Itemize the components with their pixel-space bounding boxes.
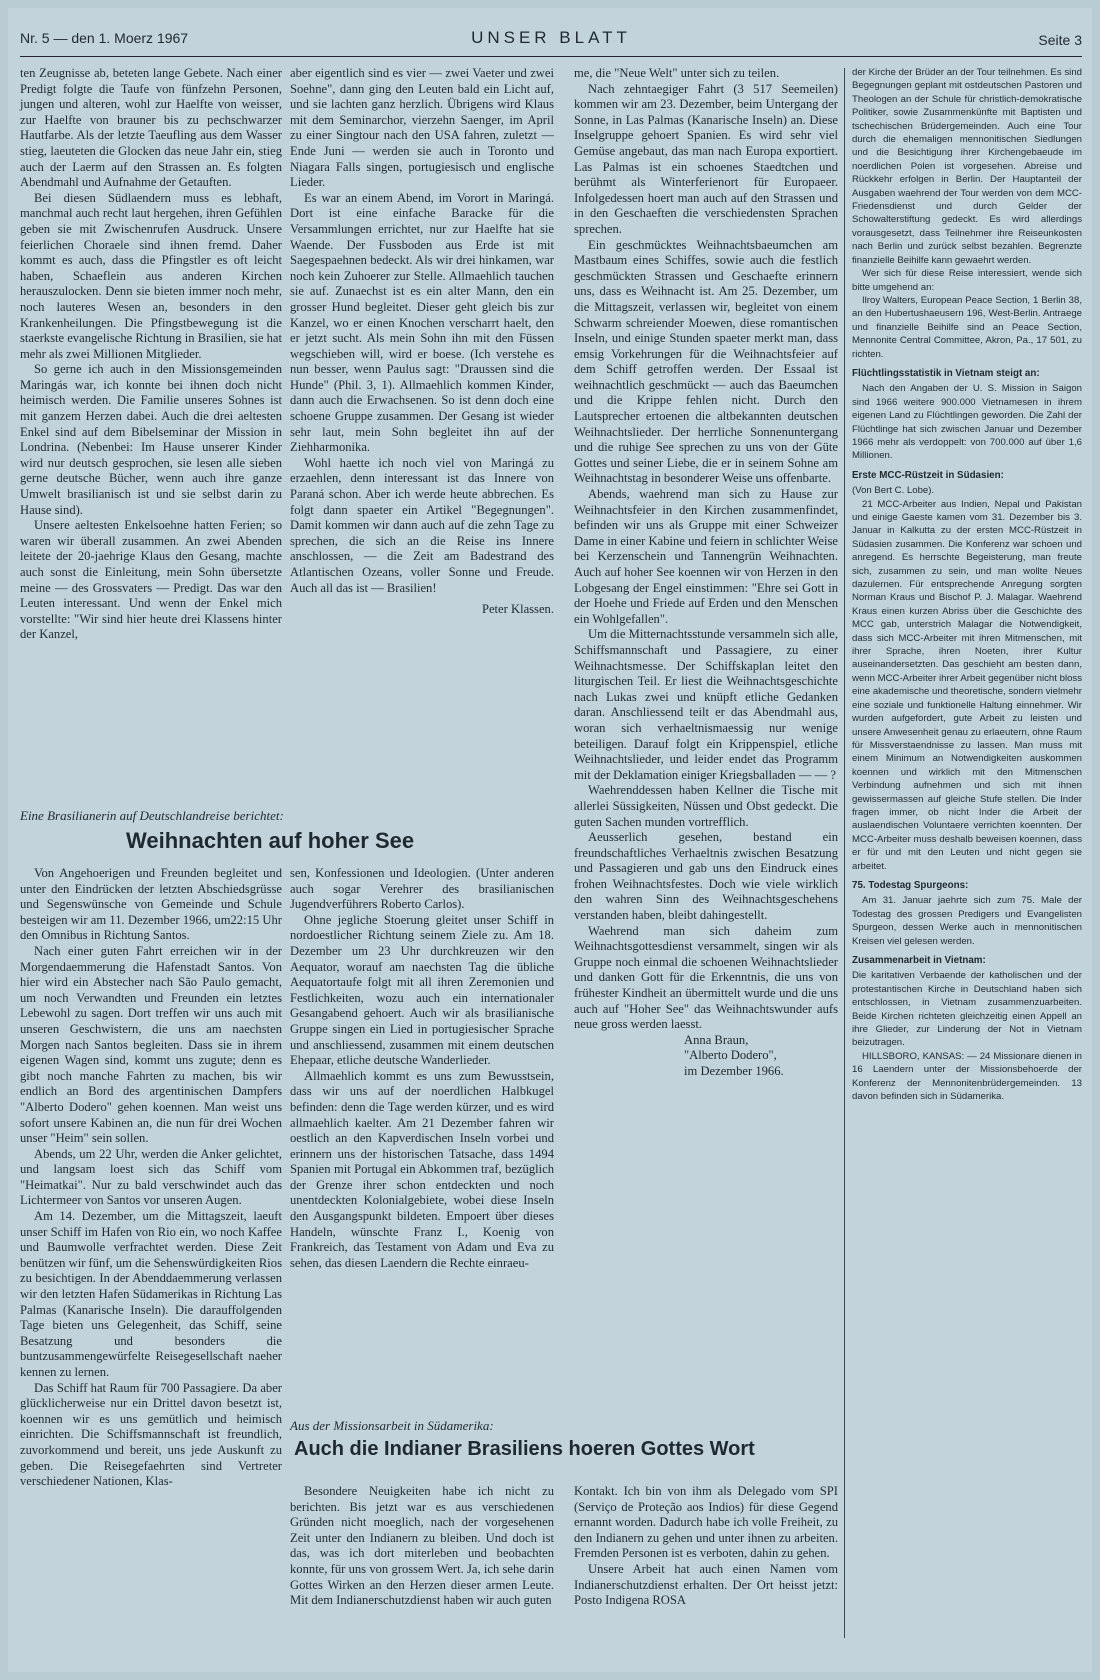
page-header xyxy=(20,26,1082,57)
paragraph: Am 14. Dezember, um die Mittagszeit, laeuft unser Schiff im Hafen von Rio ein, wo noch Kaffee und Baumwolle verfrachtet werden. Diese Zeit benützen wir fünf, um die Sehenswürdigkeiten Rios zu besichtigen. In der Abenddaemmerung verlassen wir den letzten Hafen Südamerikas in Richtung Las Palmas (Kanarische Inseln). Die darauffolgenden Tage bieten uns Gelegenheit, das Schiff, seine Besatzung und besonders die buntzusammengewürfelte Reisegesellschaft naeher kennen zu lernen. xyxy=(20,1209,282,1379)
paragraph: Ohne jegliche Stoerung gleitet unser Schiff in nordoestlicher Richtung seinem Ziele zu. Am 18. Dezember um 23 Uhr durchkreuzen wir den Aequator, worauf am naechsten Tag die übliche Aequatortaufe folgt mit all ihren Zeremonien und Festlichkeiten, wozu auch ein internationaler Gesangabend gehoert. Auch wir als brasilianische Gruppe singen ein Lied in portugiesischer Sprache und anschliessend, zusammen mit einem deutschen Ehepaar, etliche deutsche Wanderlieder. xyxy=(290,912,554,1068)
paragraph: Ilroy Walters, European Peace Section, 1 Berlin 38, an den Hubertushaeusern 196, West-Berlin. Antraege und finanzielle Beihilfe sind an Peace Section, Mennonite Central Committee, Akron, Pa., 17 501, zu richten. xyxy=(852,294,1082,360)
issue-line: Nr. 5 — den 1. Moerz 1967 xyxy=(20,30,189,46)
section-title-refugees: Flüchtlingsstatistik in Vietnam steigt an: xyxy=(852,367,1040,379)
paragraph: Um die Mitternachtsstunde versammeln sich alle, Schiffsmannschaft und Passagiere, zu einer Weihnachtsmesse. Der Schiffskaplan leitet den liturgischen Teil. Er liest die Weihnachtsgeschichte nach Lukas zwei und knüpft etliche Gedanken daran. Anschliessend teilt er das Abendmahl aus, woran sich verhaeltnismaessig nur wenige beteiligen. Darauf folgt ein Krippenspiel, etliche Weihnachtslieder, und leider endet das Programm mit der Deklamation einiger Kriegsballaden — — ? xyxy=(574,627,838,782)
paragraph: Waehrend man sich daheim zum Weihnachtsgottesdienst versammelt, singen wir als Gruppe noch einmal die schoenen Weihnachtslieder und danken Gott für die Erkenntnis, die uns von frühester Kindheit an übermittelt wurde und die uns auch auf "Hoher See" das Weihnachtswunder aufs neue gross werden laesst. xyxy=(574,923,838,1032)
paragraph: aber eigentlich sind es vier — zwei Vaeter und zwei Soehne", dann ging den Leuten bald ein Licht auf, und sie lachten ganz herzlich. Übrigens wird Klaus mit dem Seminarchor, vierzehn Saenger, im April zu einer Singtour nach den USA fahren, zuletzt — Ende Juni — werden sie auch in Toronto und Niagara Falls singen, portugiesisch und englische Lieder. xyxy=(290,66,554,190)
signature-line: Anna Braun, xyxy=(684,1032,749,1047)
article-2-column-2 xyxy=(574,1484,838,1609)
section-title-spurgeon: 75. Todestag Spurgeons: xyxy=(852,879,969,891)
paragraph: Unsere Arbeit hat auch einen Namen vom Indianerschutzdienst erhalten. Der Ort heisst jetzt: Posto Indigena ROSA xyxy=(574,1561,838,1608)
paragraph: Ein geschmücktes Weihnachtsbaeumchen am Mastbaum eines Schiffes, sowie auch die festlich geschmückten Strassen und Geschaefte erinnern uns, dass es Weihnacht ist. Am 25. Dezember, um die Mittagszeit, verlassen wir, begleitet von einem Schwarm schreiender Moewen, diese romantischen Inseln, und einige Stunden spaeter merkt man, dass emsig Vorkehrungen für die Weihnachtsfeier auf dem Schiff getroffen werden. Der Essaal ist weihnachtlich geschmückt — auch das Baeumchen und die Krippe fehlen nicht. Durch den Lautsprecher ertoenen die altbekannten deutschen Weihnachtslieder. Der herrliche Sonnenuntergang und die ruhige See sprechen zu uns von der Güte Gottes und seiner Liebe, die er in seinem Sohne am Weihnachtstag in besonderer Weise uns offenbarte. xyxy=(574,237,838,486)
article-1-kicker: Eine Brasilianerin auf Deutschlandreise berichtet: xyxy=(20,808,284,823)
paragraph: Von Angehoerigen und Freunden begleitet und unter den Eindrücken der letzten Abschiedsgrüsse und Segenswünsche von Gemeinde und Schule besteigen wir am 11. Dezember 1966, um22:15 Uhr den Omnibus in Richtung Santos. xyxy=(20,866,282,943)
paragraph: Bei diesen Südlaendern muss es lebhaft, manchmal auch recht laut hergehen, ihren Gefühlen geben sie mit Zwischenrufen Ausdruck. Unsere feierlichen Choraele sind ihnen fremd. Daher kommt es auch, dass die Pfingstler es oft leicht haben, Schaeflein aus anderen Kirchen herauszulocken. Denn sie bieten immer noch mehr, noch lauteres Wesen an, besonders in den Krankenheilungen. Die Pfingstbewegung ist die staerkste evangelische Richtung in Brasilien, sie hat mehr als zwei Millionen Mitglieder. xyxy=(20,190,282,361)
signature-line: "Alberto Dodero", xyxy=(684,1048,777,1063)
signature: Peter Klassen. xyxy=(481,602,554,617)
paragraph: Kontakt. Ich bin von ihm als Delegado vom SPI (Serviço de Proteção aos Indios) für diese Gegend ernannt worden. Dadurch habe ich volle Freiheit, zu den Indianern zu gehen und unter ihnen zu arbeiten. Fremden Personen ist es verboten, dahin zu gehen. xyxy=(574,1484,838,1561)
article-2-headline: Auch die Indianer Brasiliens hoeren Gottes Wort xyxy=(294,1438,755,1460)
paragraph: Die karitativen Verbaende der katholischen und der protestantischen Kirche in Deutschland haben sich entschlossen, in Vietnam zusammenzuarbeiten. Beide Kirchen richteten gleichzeitig einen Appell an ihre Glieder, zur Linderung der Not in Vietnam beizutragen. xyxy=(852,970,1082,1049)
signature-line: im Dezember 1966. xyxy=(684,1064,784,1078)
paragraph: Es war an einem Abend, im Vorort in Maringá. Dort ist eine einfache Baracke für die Versammlungen errichtet, nur zur Haelfte hat sie Waende. Der Fussboden aus Erde ist mit Saegespaehnen bedeckt. Als wir drei hinkamen, war noch kein Zuhoerer zur Stelle. Allmaehlich tauchen sie auf. Zunaechst ist es ein alter Mann, den ein grosser Hund begleitet. Dieser geht gleich bis zur Kanzel, wo er einen Knochen verscharrt haelt, den er jetzt sucht. Als mein Sohn ihn mit den Füssen wegschieben will, wird er boese. (Ich verstehe es nun besser, wenn Paulus sagt: "Draussen sind die Hunde" (Phil. 3, 1). Allmaehlich kommen Kinder, dann auch die Erwachsenen. So ist denn doch eine schoene Gruppe zusammen. Der Gesang ist wieder sehr laut, mein Sohn begleitet ihn auf der Ziehharmonika. xyxy=(290,190,554,455)
paragraph: Nach zehntaegiger Fahrt (3 517 Seemeilen) kommen wir am 23. Dezember, beim Untergang der Sonne, in Las Palmas (Kanarische Inseln) an. Diese Inselgruppe gehoert Spanien. Es wird sehr viel Gemüse angebaut, das man nach Europa exportiert. Las Palmas ist ein schoenes Staedtchen und berühmt als Winterferienort für Europaeer. Infolgedessen hoert man auch auf den Strassen und in den Geschaeften die verschiedensten Sprachen sprechen. xyxy=(574,81,838,236)
article-1-column-2 xyxy=(290,866,554,1271)
paragraph: HILLSBORO, KANSAS: — 24 Missionare dienen in 16 Laendern unter der Missionsbehoerde der Konferenz der Mennonitenbrüdergemeinden. 13 davon befinden sich in Südamerika. xyxy=(852,1050,1082,1103)
page-number: Seite 3 xyxy=(1038,32,1082,48)
paragraph: Waehrenddessen haben Kellner die Tische mit allerlei Süssigkeiten, Nüssen und Obst gedeckt. Die guten Sachen munden vortrefflich. xyxy=(574,783,838,829)
paragraph: me, die "Neue Welt" unter sich zu teilen. xyxy=(574,66,780,80)
newspaper-page xyxy=(8,8,1092,1672)
paragraph: Besondere Neuigkeiten habe ich nicht zu berichten. Bis jetzt war es aus verschiedenen Gründen nicht moeglich, nach der vorgesehenen Zeit unter den Indianern zu bleiben. Und doch ist das, was ich dort miterleben und beobachten konnte, für uns von grossem Wert. Ja, ich sehe darin Gottes Wirken an den Herzen dieser armen Leute. Mit dem Indianerschutzdienst haben wir auch guten xyxy=(290,1484,554,1608)
paragraph: Das Schiff hat Raum für 700 Passagiere. Da aber glücklicherweise nur ein Drittel davon besetzt ist, koennen wir es uns gemütlich und heimisch einrichten. Die Schiffsmannschaft ist freundlich, zuvorkommend und bereit, uns jede Auskunft zu geben. Die Reisegefaehrten sind Vertreter verschiedener Nationen, Klas- xyxy=(20,1380,282,1489)
paragraph: Abends, um 22 Uhr, werden die Anker gelichtet, und langsam loest sich das Schiff vom "Heimatkai". Nur zu bald verschwindet auch das Lichtermeer von Santos vor unseren Augen. xyxy=(20,1146,282,1208)
paragraph: Unsere aeltesten Enkelsoehne hatten Ferien; so waren wir überall zusammen. An zwei Abenden leitete der 20-jaehrige Klaus den Gesang, machte auch sonst die Einleitung, mein Sohn übersetzte meine — des Grossvaters — Predigt. Das war den Leuten interessant. Und wenn der Enkel mich vorstellte: "Wir sind hier heute drei Klassens hinter der Kanzel, xyxy=(20,518,282,642)
article-1-column-1 xyxy=(20,866,282,1490)
paragraph: Abends, waehrend man sich zu Hause zur Weihnachtsfeier in den Kirchen zusammenfindet, befinden wir uns als Gruppe mit einer Schweizer Dame in einer Kabine und feiern in schlichter Weise bei Kerzenschein und Tannengrün Weihnachten. Auch auf hoher See koennen wir von Herzen in den Lobgesang der Engel einstimmen: "Ehre sei Gott in der Hoehe und Friede auf Erden und den Menschen ein Wohlgefallen". xyxy=(574,487,838,626)
paragraph: sen, Konfessionen und Ideologien. (Unter anderen auch sogar Verehrer des brasilianischen Jugendverführers Roberto Carlos). xyxy=(290,866,554,912)
column-2-continued xyxy=(290,66,554,618)
paragraph: 21 MCC-Arbeiter aus Indien, Nepal und Pakistan und einige Gaeste kamen vom 31. Dezember bis 3. Januar in Kalkutta zu der ersten MCC-Rüstzeit in Südasien zusammen. Die Konferenz war schoen und anregend. Es herrschte Begeisterung, man freute sich, zusammen zu sein, und man wollte Neues dazulernen. Für entsprechende Anregung sorgten Norman Kraus und Bischof P. J. Malagar. Waehrend Kraus einen kurzen Abriss über die Geschichte des MCC gab, unterstrich Malagar die Notwendigkeit, dass sich MCC-Arbeiter mit ihren Mitmenschen, mit ihrer Sprache, ihren Noeten, ihrer Kultur auseinandersetzten. Das geschieht am besten dann, wenn MCC-Arbeiter ihrer Arbeit gegenüber nicht bloss eine akademische und theoretische, sondern vielmehr eine soziale und funktionelle Haltung einnehmer. Wir wurden aufgefordert, gute Arbeit zu leisten und unsere Anwesenheit genau zu erlaeutern, ohne Raum für Missverstaendnisse zu lassen. Man muss mit einem Minimum an Notwendigkeiten auskommen koennen und wirklich mit den Mitmenschen Verbindung aufnehmen und sich mit ihnen gewissermassen auf gleiche Stufe stellen. Die Inder fragen immer, ob nicht Inder die Arbeit der auslaendischen Voluntaere verrichten koennten. Der MCC-Arbeiter muss deshalb beweisen koennen, dass er für und mit den Leuten und nicht gegen sie arbeitet. xyxy=(852,498,1082,872)
paragraph: Wohl haette ich noch viel von Maringá zu erzaehlen, denn interessant ist das Innere von Paraná schon. Aber ich werde heute abbrechen. Es folgt dann spaeter ein Artikel "Begegnungen". Damit kommen wir dann auch auf die zehn Tage zu sprechen, die sich an die Reise ins Innere anschlossen, — die Zeit am Badestrand des Atlantischen Ozeans, voller Sonne und Freude. Auch all das ist — Brasilien! xyxy=(290,455,554,595)
paragraph: der Kirche der Brüder an der Tour teilnehmen. Es sind Begegnungen geplant mit ostdeutschen Pastoren und Theologen an der Schule für christlich-demokratische Politiker, sowie Zusammenkünfte mit Baptisten und tschechischen Brüdergemeinden. Auch eine Tour durch die ehemaligen mennonitischen Siedlungen und die Besichtigung ihrer Kirchengebaeude im noerdlichen Polen ist vorgesehen. Abreise und Rückkehr erfolgen in Berlin. Der Hauptanteil der Ausgaben waehrend der Tour werden von dem MCC-Friedensdienst und durch Gelder der Schowalterstiftung gedeckt. Es wird allerdings vorausgesetzt, dass Teilnehmer ihre Reiseunkosten nach Berlin und zurück selbst bezahlen. Begrenzte finanzielle Beihilfe kann gewaehrt werden. xyxy=(852,67,1082,266)
paragraph: (Von Bert C. Lobe). xyxy=(852,485,935,497)
paragraph: Am 31. Januar jaehrte sich zum 75. Male der Todestag des grossen Predigers und Evangelisten Spurgeon, dessen Werke auch in mennonitischen Kreisen viel gelesen werden. xyxy=(852,895,1082,947)
article-1-headline: Weihnachten auf hoher See xyxy=(126,828,415,853)
column-1-continued xyxy=(20,66,282,643)
paragraph: Allmaehlich kommt es uns zum Bewusstsein, dass wir uns auf der noerdlichen Halbkugel befinden: denn die Tage werden kürzer, und es wird allmaehlich kaelter. Am 21 Dezember fahren wir oestlich an den Kapverdischen Inseln vorbei und erinnern uns der historischen Tatsache, dass 1494 Spanien mit Portugal ein Abkommen traf, bezüglich der Grenze ihrer schon entdeckten und noch unentdeckten Kolonialgebiete, wobei diese Inseln den Ausgangspunkt bildeten. Empoert über dieses Handeln, wünschte Franz I., Koenig von Frankreich, das Testament von Adam und Eva zu sehen, das diesen Laendern die Rechte einraeu- xyxy=(290,1068,554,1270)
news-sidebar xyxy=(852,66,1082,1103)
article-2-kicker: Aus der Missionsarbeit in Südamerika: xyxy=(290,1418,494,1433)
section-title-cooperation: Zusammenarbeit in Vietnam: xyxy=(852,955,986,966)
paragraph: So gerne ich auch in den Missionsgemeinden Maringás war, ich konnte bei ihnen doch nicht heimisch werden. Die Familie unseres Sohnes ist mit ganzem Herzen dabei. Auch die drei aeltesten Enkel sind auf dem Bibelseminar der Mission in Londrina. (Nebenbei: Im Hause unserer Kinder wird nur deutsch gesprochen, sie lesen alle sieben gerne deutsche Bücher, wenn auch ihre ganze Umwelt brasilianisch ist und sie selbst darin zu Hause sind). xyxy=(20,362,282,517)
article-2-column-1 xyxy=(290,1484,554,1609)
paragraph: ten Zeugnisse ab, beteten lange Gebete. Nach einer Predigt folgte die Taufe von fünfzehn Personen, jungen und alteren, wohl zur Haelfte von weisser, zur Haelfte von brauner bis zu pechschwarzer Hautfarbe. Als der letzte Taeufling aus dem Wasser stieg, laeuteten die Glocken das neue Jahr ein, stieg auch der Laerm auf den Strassen an. Es folgten Abendmahl und Aufnahme der Getauften. xyxy=(20,66,282,190)
paragraph: Nach den Angaben der U. S. Mission in Saigon sind 1966 weitere 900.000 Vietnamesen in ihrem eigenen Land zu Flüchtlingen geworden. Die Zahl der Flüchtlinge hat sich zwischen Januar und Dezember 1966 mehr als verdoppelt: von 700.000 auf über 1,6 Millionen. xyxy=(852,383,1082,462)
paragraph: Nach einer guten Fahrt erreichen wir in der Morgendaemmerung die Hafenstadt Santos. Von hier wird ein Abstecher nach São Paulo gemacht, um noch Verwandten und Freunden ein letztes Lebewohl zu sagen. Dort treffen wir uns auch mit unseren Geschwistern, die uns am naechsten Morgen nach Santos begleiten. Dass sie in ihrem eigenen Wagen sind, kommt uns zugute; denn es gibt noch manche Fahrten zu machen, bis wir endlich an Bord des argentinischen Dampfers "Alberto Dodero" gehen koennen. Man weist uns sofort unsere Kabinen an, die nun für drei Wochen unser "Heim" sein sollen. xyxy=(20,943,282,1146)
column-3-continued xyxy=(574,66,838,1080)
paragraph: Wer sich für diese Reise interessiert, wende sich bitte umgehend an: xyxy=(852,268,1082,293)
paragraph: Aeusserlich gesehen, bestand ein freundschaftliches Verhaeltnis zwischen Besatzung und Passagieren und gab uns den Eindruck eines frohen Weihnachtsfestes. Doch wie viele wirklich den wahren Sinn des Weihnachtsgeschehens verstanden haben, bleibt dahingestellt. xyxy=(574,830,838,923)
section-title-mcc-retreat: Erste MCC-Rüstzeit in Südasien: xyxy=(852,469,1004,481)
sidebar-divider xyxy=(844,68,845,1638)
masthead: UNSER BLATT xyxy=(471,28,631,47)
